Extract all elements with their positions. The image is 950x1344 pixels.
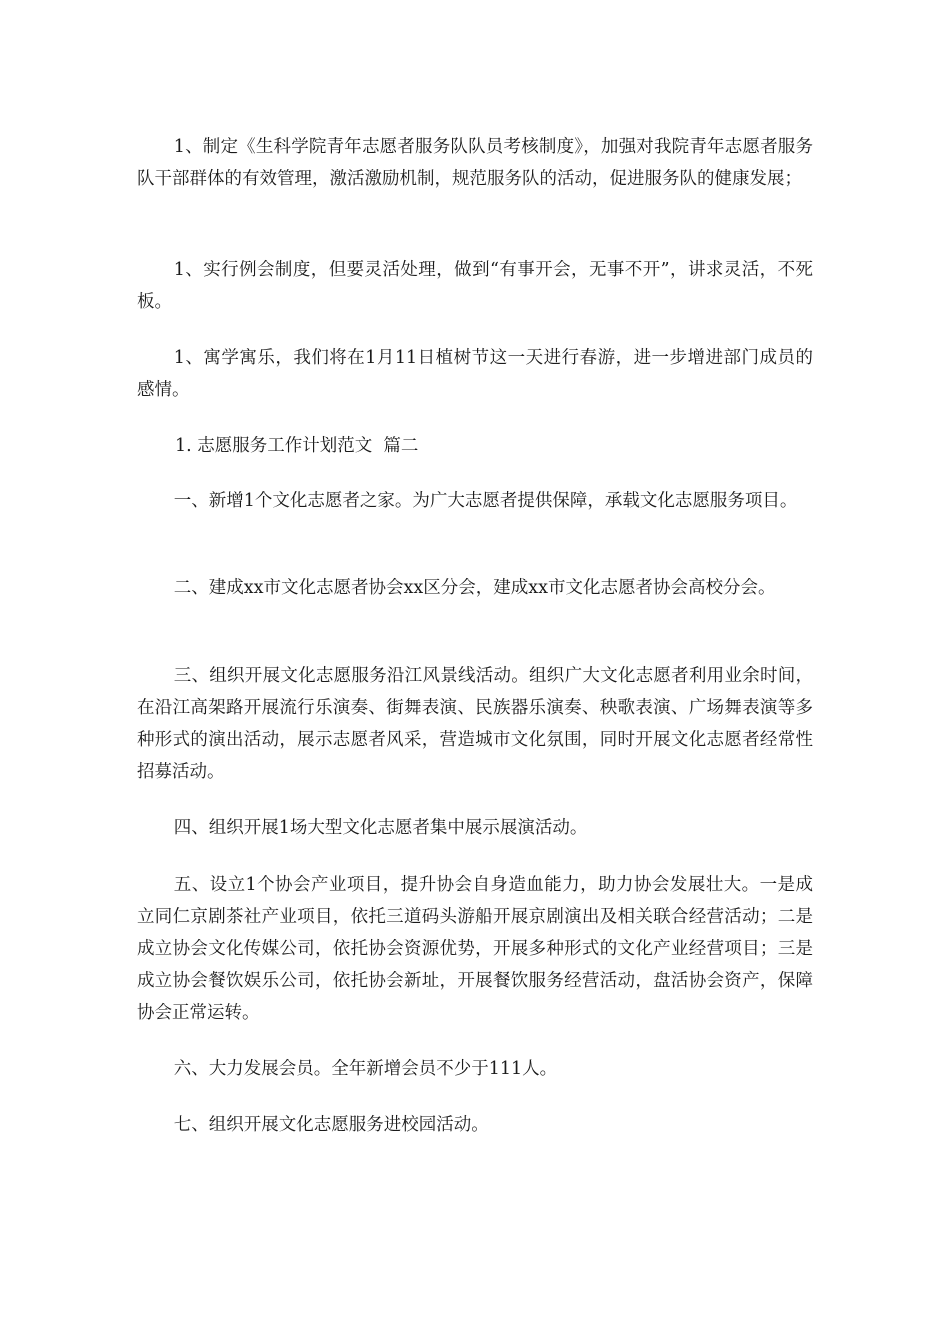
section-heading: 1. 志愿服务工作计划范文 篇二 [175,436,419,456]
paragraph-assessment-system: 1、制定《生科学院青年志愿者服务队队员考核制度》，加强对我院青年志愿者服务队干部群体的有效管理，激活激励机制，规范服务队的活动，促进服务队的健康发展； [137,137,813,189]
list-item-4: 四、组织开展1场大型文化志愿者集中展示展演活动。 [173,818,588,838]
list-item-3: 三、组织开展文化志愿服务沿江风景线活动。组织广大文化志愿者利用业余时间，在沿江高架路开展流行乐演奏、街舞表演、民族器乐演奏、秧歌表演、广场舞表演等多种形式的演出活动，展示志愿者风采，营造城市文化氛围，同时开展文化志愿者经常性招募活动。 [137,666,813,782]
list-item-7: 七、组织开展文化志愿服务进校园活动。 [173,1115,489,1135]
paragraph-spring-outing: 1、寓学寓乐，我们将在1月11日植树节这一天进行春游，进一步增进部门成员的感情。 [137,348,813,400]
list-item-6: 六、大力发展会员。全年新增会员不少于111人。 [173,1059,558,1079]
list-item-1: 一、新增1个文化志愿者之家。为广大志愿者提供保障，承载文化志愿服务项目。 [173,491,798,511]
list-item-5: 五、设立1个协会产业项目，提升协会自身造血能力，助力协会发展壮大。一是成立同仁京剧茶社产业项目，依托三道码头游船开展京剧演出及相关联合经营活动；二是成立协会文化传媒公司，依托协会资源优势，开展多种形式的文化产业经营项目；三是成立协会餐饮娱乐公司，依托协会新址，开展餐饮服务经营活动，盘活协会资产，保障协会正常运转。 [137,875,813,1023]
list-item-2: 二、建成xx市文化志愿者协会xx区分会，建成xx市文化志愿者协会高校分会。 [173,578,776,598]
paragraph-meeting-system: 1、实行例会制度，但要灵活处理，做到“有事开会，无事不开”，讲求灵活，不死板。 [137,260,813,312]
